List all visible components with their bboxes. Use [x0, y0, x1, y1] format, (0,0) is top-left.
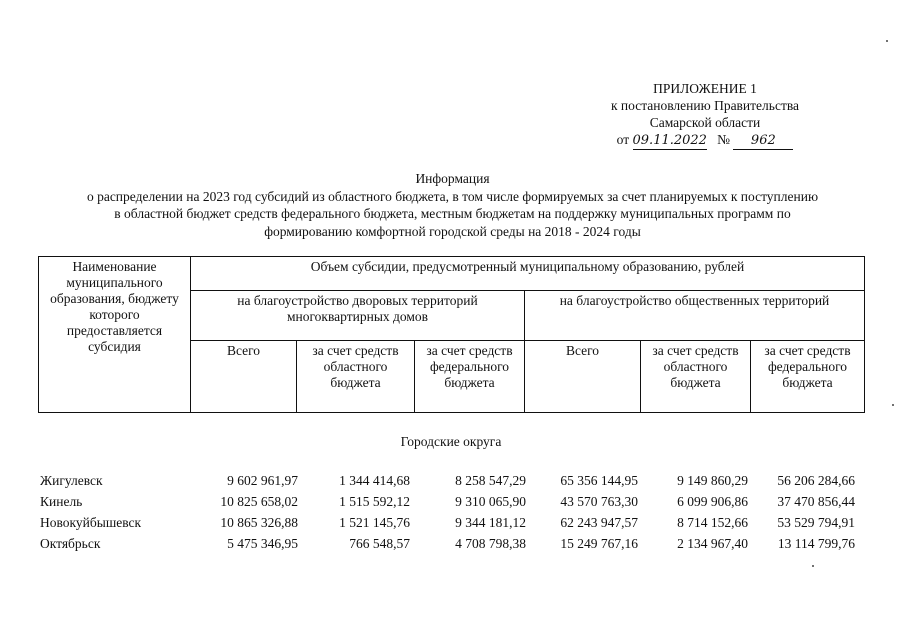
cell-value: 8 714 152,66 — [677, 515, 748, 530]
cell-value: 62 243 947,57 — [560, 515, 638, 530]
cell-value: 10 865 326,88 — [220, 515, 298, 530]
cell-value: 5 475 346,95 — [227, 536, 298, 551]
header-federal-yards: за счет средств федерального бюджета — [415, 341, 525, 413]
cell-value: 1 521 145,76 — [339, 515, 410, 530]
cell-value: 15 249 767,16 — [560, 536, 638, 551]
handwritten-number: 962 — [733, 132, 793, 150]
table-header — [38, 256, 865, 413]
row-name: Жигулевск — [40, 473, 103, 488]
cell-value: 10 825 658,02 — [220, 494, 298, 509]
scan-speck — [812, 565, 814, 567]
row-name: Новокуйбышевск — [40, 515, 142, 530]
cell-value: 53 529 794,91 — [777, 515, 855, 530]
header-yard-territories: на благоустройство дворовых территорий многоквартирных домов — [191, 291, 525, 341]
appendix-line-1: к постановлению Правительства — [610, 98, 800, 113]
appendix-line-2: Самарской области — [649, 115, 761, 130]
header-public-territories: на благоустройство общественных территорий — [525, 291, 865, 341]
table-row — [40, 470, 855, 491]
document-title — [20, 170, 885, 240]
scan-speck — [892, 404, 894, 406]
cell-value: 6 099 906,86 — [677, 494, 748, 509]
header-total-public: Всего — [525, 341, 641, 413]
cell-value: 9 344 181,12 — [455, 515, 526, 530]
cell-value: 43 570 763,30 — [560, 494, 638, 509]
row-name: Октябрьск — [40, 536, 101, 551]
title-line-3: формированию комфортной городской среды на 2018 - 2024 годы — [264, 223, 641, 239]
handwritten-date: 09.11.2022 — [632, 133, 707, 148]
table-row — [40, 533, 855, 554]
cell-value: 766 548,57 — [349, 536, 410, 551]
row-name: Кинель — [40, 494, 83, 509]
from-label: от — [616, 132, 630, 147]
cell-value: 9 310 065,90 — [455, 494, 526, 509]
title-line-1: о распределении на 2023 год субсидий из областного бюджета, в том числе формируемых за счет планируемых к поступлению — [86, 188, 819, 204]
appendix-block — [560, 80, 850, 150]
appendix-date-row — [560, 131, 850, 150]
cell-value: 9 149 860,29 — [677, 473, 748, 488]
title-heading: Информация — [415, 171, 490, 186]
scan-speck — [886, 40, 888, 42]
table-row — [40, 491, 855, 512]
data-table — [40, 470, 855, 554]
header-regional-yards: за счет средств областного бюджета — [297, 341, 415, 413]
title-line-2: в областной бюджет средств федерального бюджета, местным бюджетам на поддержку муниципальных программ по — [114, 206, 791, 221]
header-regional-public: за счет средств областного бюджета — [641, 341, 751, 413]
header-federal-public: за счет средств федерального бюджета — [751, 341, 865, 413]
table-row — [40, 512, 855, 533]
cell-value: 1 344 414,68 — [339, 473, 410, 488]
header-subsidy-volume: Объем субсидии, предусмотренный муниципальному образованию, рублей — [191, 257, 865, 291]
cell-value: 2 134 967,40 — [677, 536, 748, 551]
cell-value: 56 206 284,66 — [777, 473, 855, 488]
cell-value: 8 258 547,29 — [455, 473, 526, 488]
appendix-title: ПРИЛОЖЕНИЕ 1 — [653, 81, 757, 96]
cell-value: 37 470 856,44 — [777, 494, 855, 509]
cell-value: 4 708 798,38 — [455, 536, 526, 551]
cell-value: 65 356 144,95 — [560, 473, 638, 488]
cell-value: 1 515 592,12 — [339, 494, 410, 509]
cell-value: 13 114 799,76 — [777, 536, 855, 551]
number-label: № — [717, 132, 730, 147]
header-municipality: Наименование муниципального образования, бюджету которого предоставляется субсидия — [39, 257, 191, 413]
section-title: Городские округа — [400, 434, 502, 449]
header-total-yards: Всего — [191, 341, 297, 413]
cell-value: 9 602 961,97 — [227, 473, 298, 488]
